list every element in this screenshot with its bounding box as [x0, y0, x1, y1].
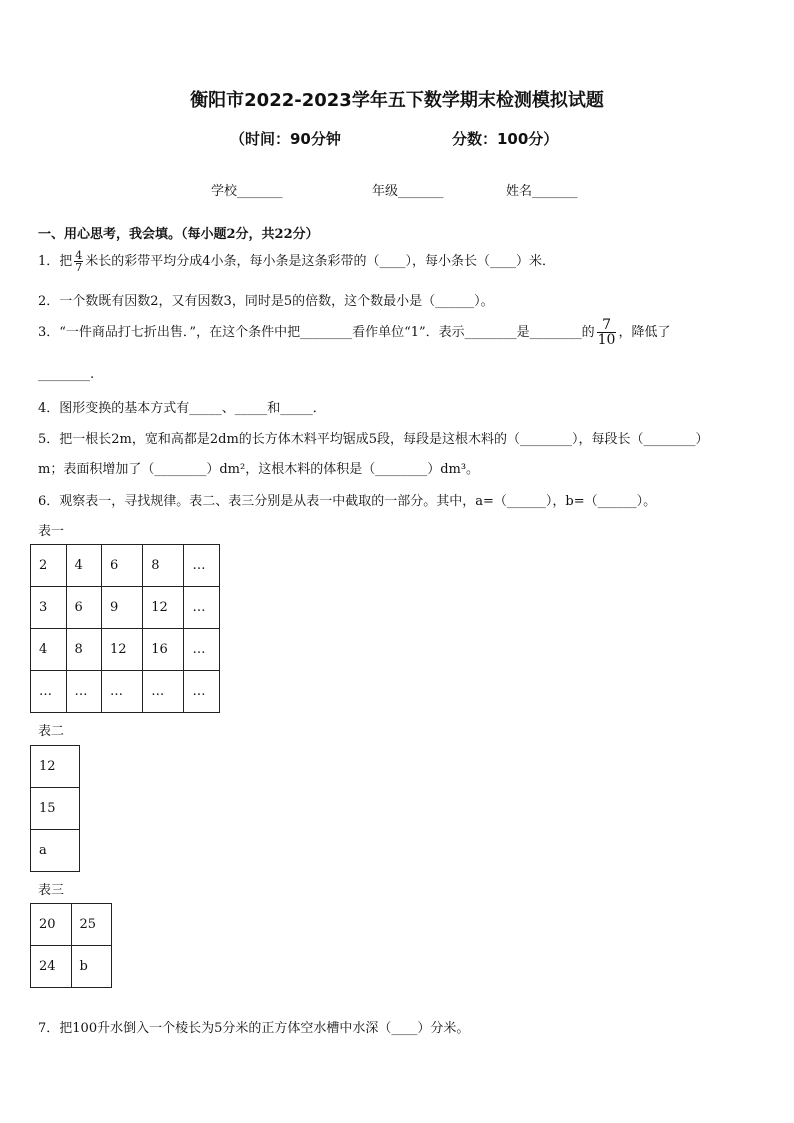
table-cell: 6 — [66, 587, 102, 629]
table-cell: a — [31, 830, 80, 872]
table-row — [31, 788, 80, 830]
table-cell: 4 — [66, 545, 102, 587]
table1-label: 表一 — [38, 524, 65, 539]
q1-fraction-numerator: 4 — [75, 249, 83, 262]
table-1 — [30, 544, 220, 713]
table-cell: 6 — [102, 545, 143, 587]
question-5-line1: 5．把一根长2m，宽和高都是2dm的长方体木料平均锯成5段，每段是这根木料的（________），每段长（________） — [38, 432, 709, 447]
table-row — [31, 545, 220, 587]
table-cell: … — [143, 671, 184, 713]
table-cell: 12 — [143, 587, 184, 629]
table3-label: 表三 — [38, 883, 65, 898]
table-cell: 24 — [31, 946, 72, 988]
table-cell: 25 — [71, 904, 112, 946]
page-title: 衡阳市2022-2023学年五下数学期末检测模拟试题 — [190, 90, 604, 111]
q3-prefix: 3．“一件商品打七折出售．”，在这个条件中把________看作单位“1”．表示________是________的 — [38, 325, 595, 340]
table-cell: … — [184, 587, 220, 629]
table-cell: b — [71, 946, 112, 988]
question-7: 7．把100升水倒入一个棱长为5分米的正方体空水槽中水深（____）分米。 — [38, 1021, 470, 1036]
table-cell: 12 — [102, 629, 143, 671]
grade-field: 年级_______ — [372, 184, 444, 199]
table-row — [31, 830, 80, 872]
question-3-line2: ________. — [38, 367, 95, 382]
question-5-line2: m；表面积增加了（________）dm²，这根木料的体积是（________）dm³。 — [38, 462, 480, 477]
table-cell: … — [184, 671, 220, 713]
table-2 — [30, 745, 80, 872]
table-cell: … — [184, 545, 220, 587]
section-heading: 一、用心思考，我会填。（每小题2分，共22分） — [38, 227, 319, 242]
q3-fraction-numerator: 7 — [597, 318, 617, 333]
q1-prefix: 1．把 — [38, 254, 73, 269]
table-cell: … — [66, 671, 102, 713]
question-3 — [38, 318, 670, 347]
table-row — [31, 946, 112, 988]
table-cell: 9 — [102, 587, 143, 629]
question-6: 6．观察表一，寻找规律。表二、表三分别是从表一中截取的一部分。其中，a=（______），b=（______）。 — [38, 494, 657, 509]
table-cell: 4 — [31, 629, 67, 671]
table-row — [31, 746, 80, 788]
table2-label: 表二 — [38, 724, 65, 739]
q1-fraction — [74, 250, 83, 273]
school-field: 学校_______ — [211, 184, 283, 199]
question-1 — [38, 250, 555, 273]
table-cell: 8 — [66, 629, 102, 671]
exam-score: 分数：100分） — [452, 130, 559, 148]
table-3 — [30, 903, 112, 988]
table-cell: 15 — [31, 788, 80, 830]
table-row — [31, 587, 220, 629]
q3-fraction-denominator: 10 — [597, 332, 616, 348]
table-cell: … — [31, 671, 67, 713]
table-cell: 16 — [143, 629, 184, 671]
q1-fraction-denominator: 7 — [75, 261, 83, 274]
q3-suffix: ，降低了 — [618, 325, 671, 340]
table-row — [31, 671, 220, 713]
table-row — [31, 904, 112, 946]
table-cell: 20 — [31, 904, 72, 946]
q3-fraction — [597, 318, 617, 347]
exam-time: （时间：90分钟 — [230, 130, 341, 148]
table-cell: … — [184, 629, 220, 671]
q1-suffix: 米长的彩带平均分成4小条，每小条是这条彩带的（____），每小条长（____）米． — [85, 254, 556, 269]
table-cell: 12 — [31, 746, 80, 788]
table-cell: 8 — [143, 545, 184, 587]
table-row — [31, 629, 220, 671]
question-4: 4．图形变换的基本方式有_____、_____和_____． — [38, 401, 326, 416]
table-cell: 3 — [31, 587, 67, 629]
table-cell: … — [102, 671, 143, 713]
table-cell: 2 — [31, 545, 67, 587]
question-2: 2．一个数既有因数2，又有因数3，同时是5的倍数，这个数最小是（______）。 — [38, 294, 494, 309]
name-field: 姓名_______ — [506, 184, 578, 199]
